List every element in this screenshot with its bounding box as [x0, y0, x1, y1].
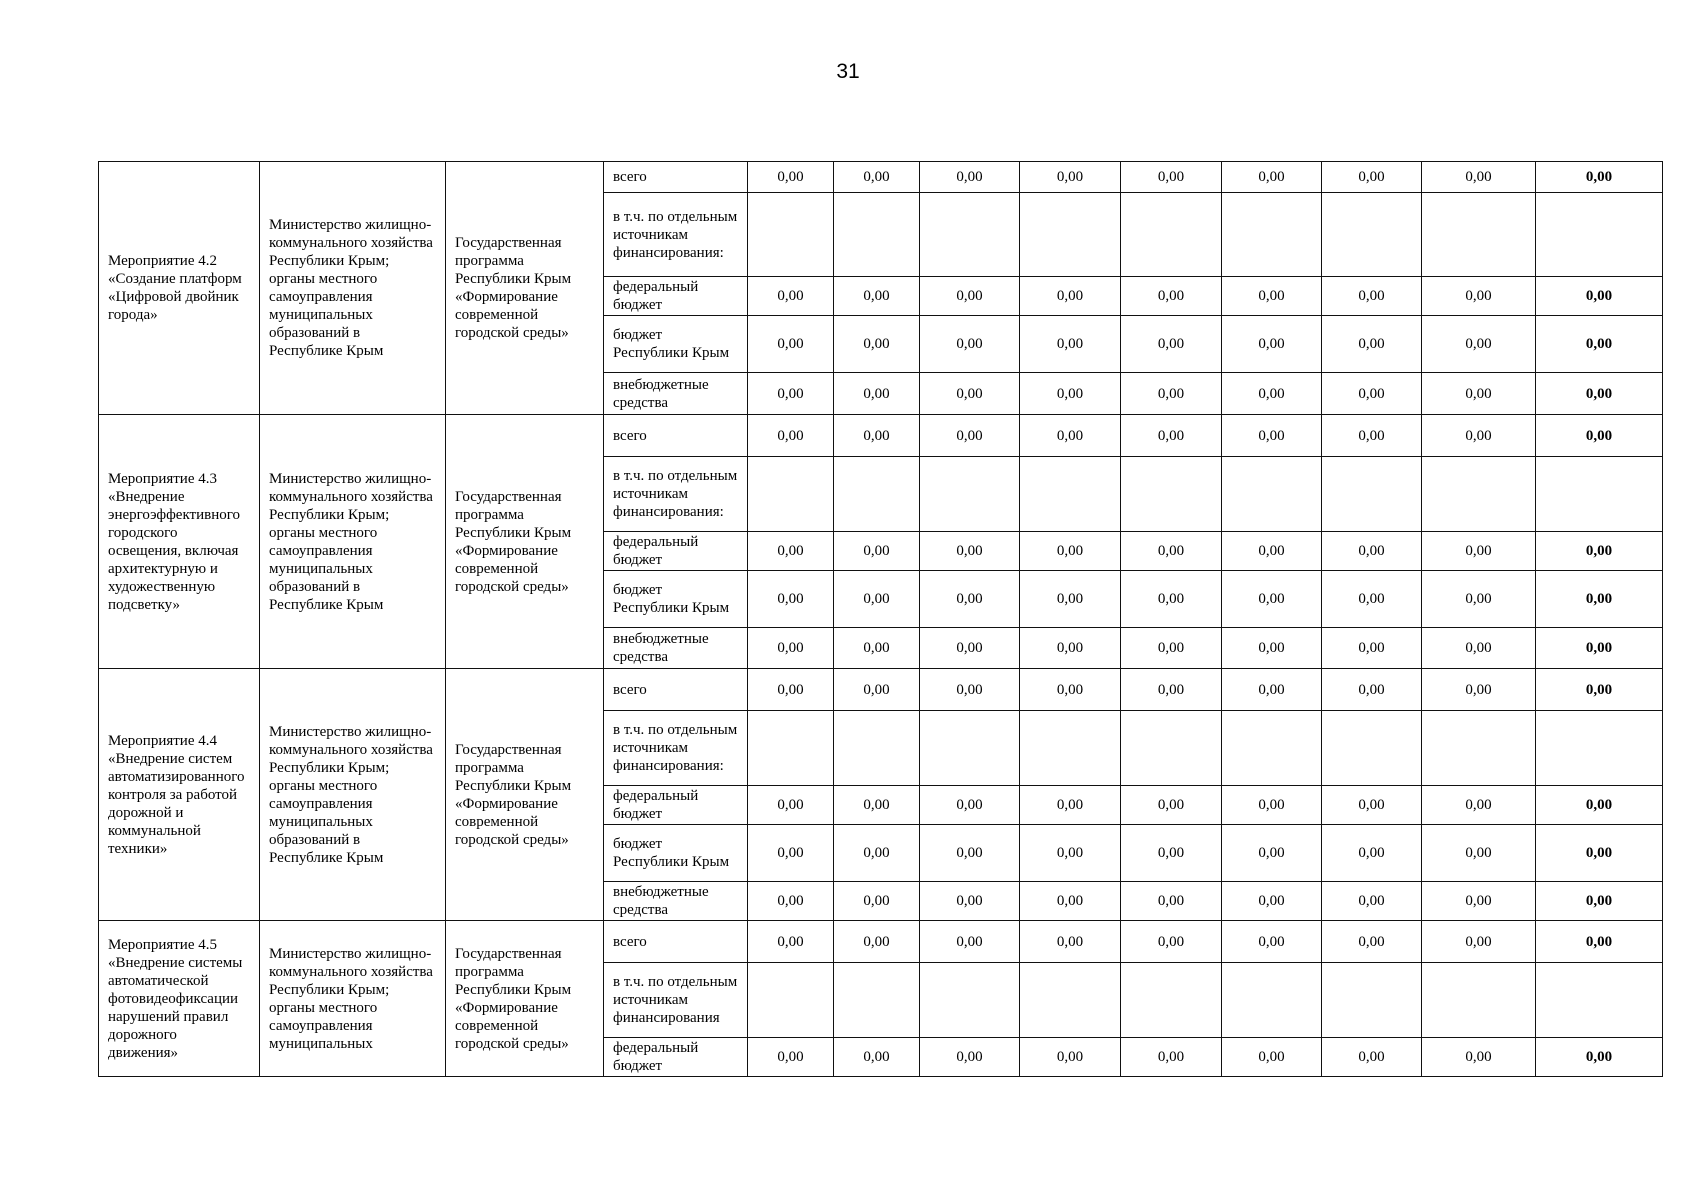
amount-value: 0,00 — [748, 882, 834, 921]
amount-value: 0,00 — [1121, 373, 1222, 415]
amount-value: 0,00 — [1422, 373, 1536, 415]
amount-value: 0,00 — [1322, 882, 1422, 921]
amount-value: 0,00 — [1121, 316, 1222, 373]
amount-value — [834, 963, 920, 1038]
amount-value: 0,00 — [1020, 628, 1121, 669]
total-value: 0,00 — [1536, 786, 1663, 825]
amount-value — [1020, 193, 1121, 277]
amount-value: 0,00 — [1121, 825, 1222, 882]
amount-value: 0,00 — [1222, 277, 1322, 316]
funding-source: федеральный бюджет — [604, 277, 748, 316]
amount-value — [1020, 963, 1121, 1038]
total-value: 0,00 — [1536, 825, 1663, 882]
amount-value: 0,00 — [1020, 1038, 1121, 1077]
program-cell: Государственная программа Республики Крым «Формирование современной городской среды» — [446, 415, 604, 669]
amount-value: 0,00 — [1222, 316, 1322, 373]
total-value: 0,00 — [1536, 277, 1663, 316]
amount-value: 0,00 — [1422, 825, 1536, 882]
amount-value — [1322, 457, 1422, 532]
amount-value: 0,00 — [1121, 1038, 1222, 1077]
total-value: 0,00 — [1536, 628, 1663, 669]
amount-value: 0,00 — [834, 786, 920, 825]
amount-value: 0,00 — [920, 882, 1020, 921]
amount-value: 0,00 — [834, 921, 920, 963]
amount-value: 0,00 — [834, 373, 920, 415]
amount-value — [1222, 711, 1322, 786]
amount-value: 0,00 — [1422, 415, 1536, 457]
amount-value: 0,00 — [748, 669, 834, 711]
amount-value — [834, 711, 920, 786]
amount-value — [1422, 193, 1536, 277]
financing-table — [98, 161, 1663, 1077]
amount-value: 0,00 — [834, 162, 920, 193]
amount-value: 0,00 — [1020, 882, 1121, 921]
amount-value: 0,00 — [1121, 786, 1222, 825]
amount-value: 0,00 — [1322, 415, 1422, 457]
amount-value: 0,00 — [1422, 1038, 1536, 1077]
amount-value: 0,00 — [1222, 882, 1322, 921]
amount-value: 0,00 — [1322, 669, 1422, 711]
amount-value: 0,00 — [748, 316, 834, 373]
amount-value: 0,00 — [1020, 669, 1121, 711]
amount-value — [1020, 457, 1121, 532]
amount-value: 0,00 — [1322, 921, 1422, 963]
measure-title: Мероприятие 4.3 «Внедрение энергоэффективного городского освещения, включая архитектурную и художественную подсветку» — [99, 415, 260, 669]
total-value: 0,00 — [1536, 571, 1663, 628]
total-value: 0,00 — [1536, 373, 1663, 415]
amount-value: 0,00 — [834, 316, 920, 373]
amount-value — [1422, 457, 1536, 532]
funding-source: федеральный бюджет — [604, 786, 748, 825]
funding-source: федеральный бюджет — [604, 532, 748, 571]
total-value: 0,00 — [1536, 162, 1663, 193]
amount-value: 0,00 — [1121, 882, 1222, 921]
amount-value: 0,00 — [1020, 921, 1121, 963]
amount-value: 0,00 — [834, 277, 920, 316]
amount-value — [748, 457, 834, 532]
amount-value: 0,00 — [748, 1038, 834, 1077]
amount-value: 0,00 — [1020, 532, 1121, 571]
amount-value: 0,00 — [1322, 277, 1422, 316]
table-row — [99, 921, 1663, 963]
amount-value: 0,00 — [748, 825, 834, 882]
amount-value: 0,00 — [920, 825, 1020, 882]
amount-value — [748, 963, 834, 1038]
amount-value: 0,00 — [1020, 162, 1121, 193]
amount-value: 0,00 — [748, 532, 834, 571]
amount-value: 0,00 — [1121, 532, 1222, 571]
funding-source: всего — [604, 415, 748, 457]
amount-value: 0,00 — [920, 277, 1020, 316]
amount-value — [1121, 711, 1222, 786]
amount-value: 0,00 — [1322, 532, 1422, 571]
amount-value — [920, 963, 1020, 1038]
amount-value: 0,00 — [1121, 921, 1222, 963]
table-row — [99, 415, 1663, 457]
amount-value: 0,00 — [1322, 628, 1422, 669]
amount-value: 0,00 — [1322, 1038, 1422, 1077]
amount-value — [834, 193, 920, 277]
amount-value: 0,00 — [1020, 786, 1121, 825]
amount-value: 0,00 — [920, 316, 1020, 373]
funding-source: бюджет Республики Крым — [604, 825, 748, 882]
amount-value: 0,00 — [834, 1038, 920, 1077]
amount-value: 0,00 — [834, 571, 920, 628]
amount-value: 0,00 — [1222, 415, 1322, 457]
amount-value — [1121, 963, 1222, 1038]
page-number: 31 — [836, 60, 860, 83]
total-value: 0,00 — [1536, 882, 1663, 921]
amount-value: 0,00 — [834, 825, 920, 882]
amount-value: 0,00 — [1422, 316, 1536, 373]
funding-source: бюджет Республики Крым — [604, 316, 748, 373]
amount-value: 0,00 — [834, 628, 920, 669]
total-value: 0,00 — [1536, 316, 1663, 373]
amount-value: 0,00 — [1222, 1038, 1322, 1077]
amount-value: 0,00 — [1322, 316, 1422, 373]
amount-value: 0,00 — [1020, 571, 1121, 628]
amount-value — [1222, 193, 1322, 277]
funding-source: в т.ч. по отдельным источникам финансирования: — [604, 457, 748, 532]
executor-cell: Министерство жилищно-коммунального хозяйства Республики Крым; органы местного самоуправления муниципальных образований в Республике Крым — [260, 669, 446, 921]
amount-value — [1121, 457, 1222, 532]
amount-value: 0,00 — [834, 882, 920, 921]
amount-value: 0,00 — [834, 415, 920, 457]
amount-value: 0,00 — [1422, 921, 1536, 963]
amount-value: 0,00 — [1422, 277, 1536, 316]
amount-value: 0,00 — [1222, 825, 1322, 882]
funding-source: всего — [604, 669, 748, 711]
amount-value — [920, 711, 1020, 786]
amount-value: 0,00 — [748, 571, 834, 628]
amount-value: 0,00 — [1422, 882, 1536, 921]
amount-value — [1322, 963, 1422, 1038]
total-value: 0,00 — [1536, 532, 1663, 571]
executor-cell: Министерство жилищно-коммунального хозяйства Республики Крым; органы местного самоуправления муниципальных — [260, 921, 446, 1077]
amount-value: 0,00 — [1422, 532, 1536, 571]
funding-source: внебюджетные средства — [604, 882, 748, 921]
funding-source: в т.ч. по отдельным источникам финансирования — [604, 963, 748, 1038]
amount-value: 0,00 — [1222, 628, 1322, 669]
amount-value: 0,00 — [1121, 162, 1222, 193]
amount-value: 0,00 — [1121, 571, 1222, 628]
amount-value: 0,00 — [748, 415, 834, 457]
amount-value: 0,00 — [1222, 669, 1322, 711]
amount-value: 0,00 — [920, 415, 1020, 457]
executor-cell: Министерство жилищно-коммунального хозяйства Республики Крым; органы местного самоуправления муниципальных образований в Республике Крым — [260, 415, 446, 669]
amount-value: 0,00 — [920, 669, 1020, 711]
amount-value: 0,00 — [748, 162, 834, 193]
program-cell: Государственная программа Республики Крым «Формирование современной городской среды» — [446, 162, 604, 415]
amount-value — [748, 193, 834, 277]
amount-value — [1222, 963, 1322, 1038]
funding-source: федеральный бюджет — [604, 1038, 748, 1077]
amount-value — [1121, 193, 1222, 277]
amount-value: 0,00 — [1322, 786, 1422, 825]
amount-value: 0,00 — [920, 571, 1020, 628]
amount-value — [1020, 711, 1121, 786]
amount-value: 0,00 — [1121, 669, 1222, 711]
amount-value: 0,00 — [1020, 316, 1121, 373]
amount-value: 0,00 — [748, 921, 834, 963]
amount-value: 0,00 — [1020, 825, 1121, 882]
amount-value: 0,00 — [1020, 373, 1121, 415]
amount-value: 0,00 — [920, 162, 1020, 193]
amount-value: 0,00 — [748, 277, 834, 316]
amount-value: 0,00 — [834, 669, 920, 711]
amount-value — [920, 457, 1020, 532]
measure-title: Мероприятие 4.4 «Внедрение систем автоматизированного контроля за работой дорожной и коммунальной техники» — [99, 669, 260, 921]
amount-value: 0,00 — [1322, 571, 1422, 628]
funding-source: в т.ч. по отдельным источникам финансирования: — [604, 711, 748, 786]
amount-value: 0,00 — [1020, 277, 1121, 316]
amount-value: 0,00 — [1322, 162, 1422, 193]
amount-value: 0,00 — [748, 628, 834, 669]
funding-source: всего — [604, 921, 748, 963]
amount-value — [748, 711, 834, 786]
amount-value: 0,00 — [1121, 628, 1222, 669]
amount-value: 0,00 — [1121, 277, 1222, 316]
amount-value: 0,00 — [1422, 669, 1536, 711]
amount-value — [1322, 193, 1422, 277]
amount-value: 0,00 — [920, 532, 1020, 571]
amount-value — [834, 457, 920, 532]
program-cell: Государственная программа Республики Крым «Формирование современной городской среды» — [446, 921, 604, 1077]
amount-value — [920, 193, 1020, 277]
amount-value: 0,00 — [920, 628, 1020, 669]
funding-source: всего — [604, 162, 748, 193]
amount-value: 0,00 — [1222, 786, 1322, 825]
amount-value: 0,00 — [1422, 786, 1536, 825]
funding-source: бюджет Республики Крым — [604, 571, 748, 628]
amount-value: 0,00 — [1222, 373, 1322, 415]
amount-value: 0,00 — [920, 921, 1020, 963]
measure-title: Мероприятие 4.5 «Внедрение системы автоматической фотовидеофиксации нарушений правил дорожного движения» — [99, 921, 260, 1077]
amount-value — [1422, 963, 1536, 1038]
amount-value: 0,00 — [920, 1038, 1020, 1077]
amount-value: 0,00 — [1222, 921, 1322, 963]
funding-source: внебюджетные средства — [604, 373, 748, 415]
amount-value: 0,00 — [834, 532, 920, 571]
total-value: 0,00 — [1536, 415, 1663, 457]
program-cell: Государственная программа Республики Крым «Формирование современной городской среды» — [446, 669, 604, 921]
executor-cell: Министерство жилищно-коммунального хозяйства Республики Крым; органы местного самоуправления муниципальных образований в Республике Крым — [260, 162, 446, 415]
amount-value — [1222, 457, 1322, 532]
amount-value: 0,00 — [748, 786, 834, 825]
amount-value: 0,00 — [1422, 162, 1536, 193]
total-value — [1536, 711, 1663, 786]
amount-value — [1422, 711, 1536, 786]
amount-value: 0,00 — [1322, 825, 1422, 882]
total-value — [1536, 963, 1663, 1038]
amount-value: 0,00 — [1222, 532, 1322, 571]
amount-value: 0,00 — [1222, 571, 1322, 628]
amount-value: 0,00 — [1422, 628, 1536, 669]
amount-value: 0,00 — [1020, 415, 1121, 457]
amount-value: 0,00 — [1322, 373, 1422, 415]
amount-value: 0,00 — [748, 373, 834, 415]
total-value: 0,00 — [1536, 921, 1663, 963]
amount-value: 0,00 — [1222, 162, 1322, 193]
amount-value: 0,00 — [920, 786, 1020, 825]
total-value — [1536, 457, 1663, 532]
total-value — [1536, 193, 1663, 277]
amount-value: 0,00 — [1422, 571, 1536, 628]
funding-source: в т.ч. по отдельным источникам финансирования: — [604, 193, 748, 277]
total-value: 0,00 — [1536, 1038, 1663, 1077]
table-row — [99, 162, 1663, 193]
table-row — [99, 669, 1663, 711]
measure-title: Мероприятие 4.2 «Создание платформ «Цифровой двойник города» — [99, 162, 260, 415]
amount-value: 0,00 — [1121, 415, 1222, 457]
amount-value: 0,00 — [920, 373, 1020, 415]
table-body — [99, 162, 1663, 1077]
total-value: 0,00 — [1536, 669, 1663, 711]
funding-source: внебюджетные средства — [604, 628, 748, 669]
amount-value — [1322, 711, 1422, 786]
